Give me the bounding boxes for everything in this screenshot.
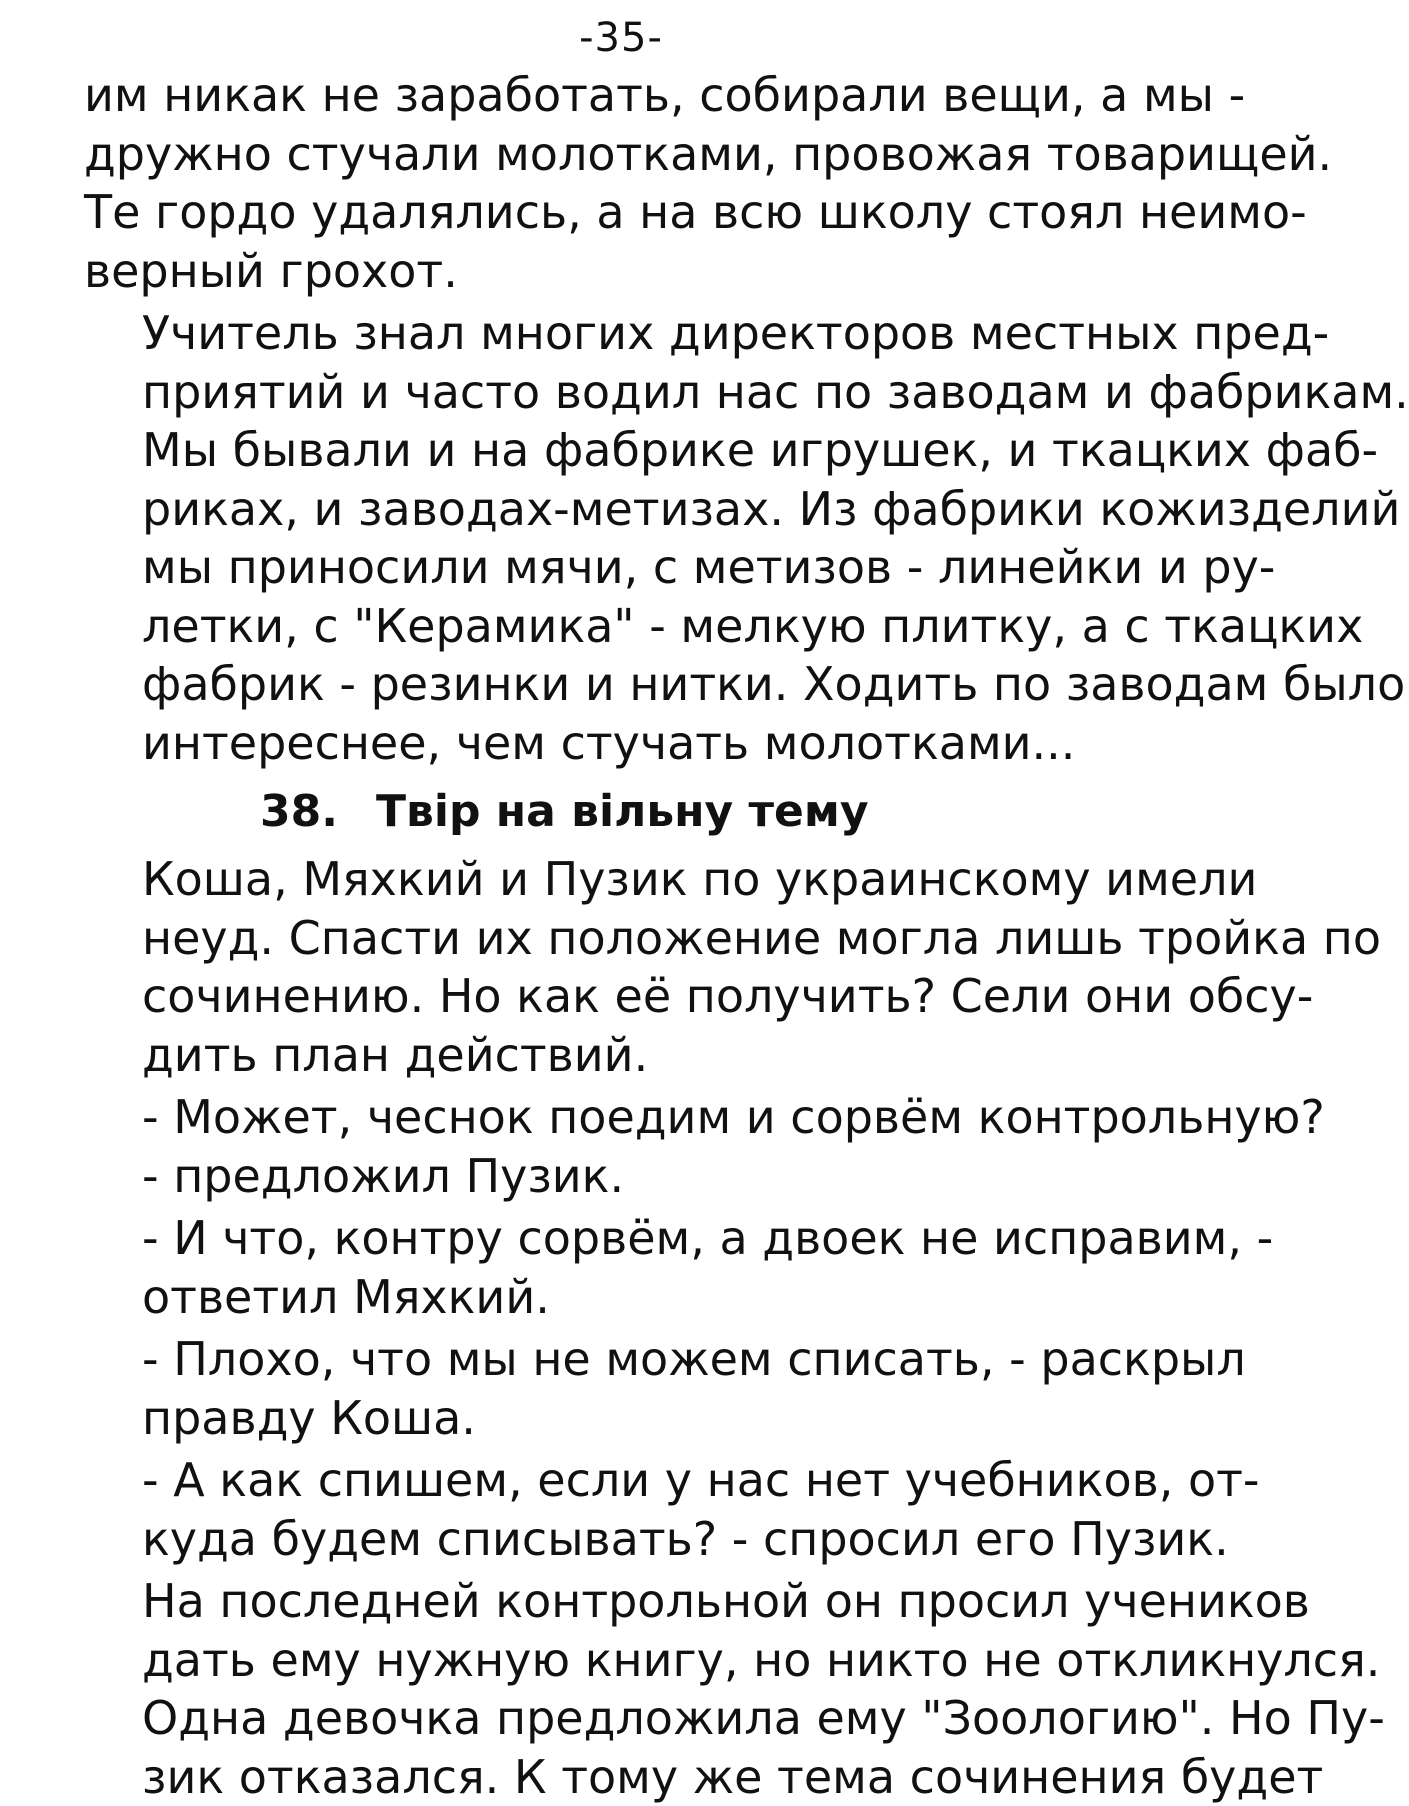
page-number: -35-	[84, 0, 1158, 62]
paragraph	[84, 1451, 1158, 1568]
text-line: летки, с "Керамика" - мелкую плитку, а с ткацких	[84, 597, 1158, 656]
text-line: На последней контрольной он просил учеников	[84, 1572, 1158, 1631]
text-line: верный грохот.	[84, 242, 1158, 301]
text-line: интереснее, чем стучать молотками...	[84, 714, 1158, 773]
paragraph	[84, 850, 1158, 1084]
text-line: Одна девочка предложила ему "Зоологию". Но Пу-	[84, 1689, 1158, 1748]
text-line: риках, и заводах-метизах. Из фабрики кожизделий	[84, 480, 1158, 539]
text-line: сочинению. Но как её получить? Сели они обсу-	[84, 967, 1158, 1026]
text-line: - И что, контру сорвём, а двоек не исправим, -	[84, 1209, 1158, 1268]
text-block-after-heading	[84, 850, 1158, 1806]
paragraph	[84, 1330, 1158, 1447]
paragraph	[84, 66, 1158, 300]
text-line: неуд. Спасти их положение могла лишь тройка по	[84, 909, 1158, 968]
text-line: Те гордо удалялись, а на всю школу стоял неимо-	[84, 183, 1158, 242]
text-line: - Может, чеснок поедим и сорвём контрольную?	[84, 1088, 1158, 1147]
paragraph	[84, 1209, 1158, 1326]
text-line: приятий и часто водил нас по заводам и фабрикам.	[84, 363, 1158, 422]
text-block-before-heading	[84, 66, 1158, 772]
text-line: мы приносили мячи, с метизов - линейки и ру-	[84, 538, 1158, 597]
paragraph	[84, 1572, 1158, 1806]
text-line: куда будем списывать? - спросил его Пузик.	[84, 1510, 1158, 1569]
section-heading	[84, 782, 1158, 842]
book-page	[84, 0, 1158, 1806]
text-line: - предложил Пузик.	[84, 1147, 1158, 1206]
text-line: - А как спишем, если у нас нет учебников, от-	[84, 1451, 1158, 1510]
text-line: зик отказался. К тому же тема сочинения будет	[84, 1748, 1158, 1806]
text-line: им никак не заработать, собирали вещи, а мы -	[84, 66, 1158, 125]
text-line: Коша, Мяхкий и Пузик по украинскому имели	[84, 850, 1158, 909]
text-line: ответил Мяхкий.	[84, 1268, 1158, 1327]
paragraph	[84, 304, 1158, 772]
text-line: Мы бывали и на фабрике игрушек, и ткацких фаб-	[84, 421, 1158, 480]
text-line: правду Коша.	[84, 1389, 1158, 1448]
text-line: дить план действий.	[84, 1026, 1158, 1085]
text-line: - Плохо, что мы не можем списать, - раскрыл	[84, 1330, 1158, 1389]
text-line: Учитель знал многих директоров местных пред-	[84, 304, 1158, 363]
section-number: 38.	[260, 782, 376, 842]
text-line: фабрик - резинки и нитки. Ходить по заводам было	[84, 655, 1158, 714]
section-title: Твір на вільну тему	[376, 786, 869, 837]
text-line: дружно стучали молотками, провожая товарищей.	[84, 125, 1158, 184]
text-line: дать ему нужную книгу, но никто не откликнулся.	[84, 1631, 1158, 1690]
paragraph	[84, 1088, 1158, 1205]
